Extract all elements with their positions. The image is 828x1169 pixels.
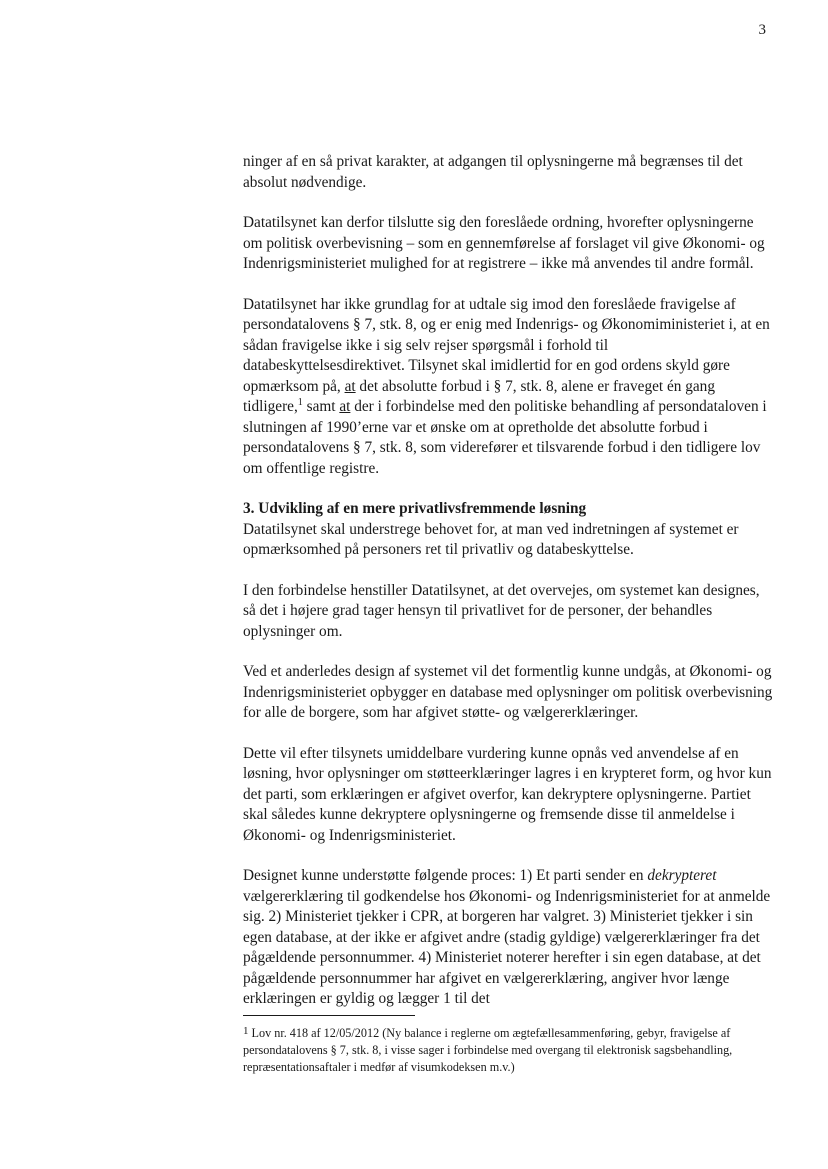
paragraph: ninger af en så privat karakter, at adgangen til oplysningerne må begrænses til det absolut nødvendige. bbox=[243, 153, 743, 191]
footnote-divider bbox=[243, 1015, 415, 1016]
section-heading: 3. Udvikling af en mere privatlivsfremmende løsning bbox=[243, 500, 587, 517]
footnote-number: 1 bbox=[243, 1025, 249, 1037]
text-segment: vælgererklæring til godkendelse hos Økonomi- og Indenrigsministeriet for at anmelde sig. 2) Ministeriet tjekker i CPR, at borgeren har valgret. 3) Ministeriet tjekker i sin egen database, at der ikke er afgivet andre (stadig gyldige) vælgererklæringer fra det pågældende personnummer. 4) Ministeriet noterer herefter i sin egen database, at det pågældende personnummer har afgivet en vælgererklæring, angiver hvor længe erklæringen er gyldig og lægger 1 til det bbox=[243, 887, 771, 1007]
paragraph bbox=[243, 295, 773, 480]
paragraph: Datatilsynet kan derfor tilslutte sig den foreslåede ordning, hvorefter oplysningerne om politisk overbevisning – som en gennemførelse af forslaget vil give Økonomi- og Indenrigsministeriet mulighed for at registrere – ikke må anvendes til andre formål. bbox=[243, 214, 765, 272]
text-segment: samt bbox=[302, 398, 340, 415]
footnote-text: Lov nr. 418 af 12/05/2012 (Ny balance i reglerne om ægtefællesammenføring, gebyr, fravigelse af persondatalovens § 7, stk. 8, i visse sager i forbindelse med overgang til elektronisk sagsbehandling, repræsentationsaftaler i medfør af visumkodeksen m.v.) bbox=[243, 1026, 733, 1074]
page-number: 3 bbox=[758, 22, 766, 38]
footnote bbox=[243, 1025, 773, 1076]
paragraph: Datatilsynet skal understrege behovet for, at man ved indretningen af systemet er opmærksomhed på personers ret til privatliv og databeskyttelse. bbox=[243, 520, 739, 558]
underlined-text: at bbox=[344, 377, 356, 395]
text-segment: det absolutte forbud i § 7, stk. 8, alene er fraveget én gang tidligere, bbox=[243, 377, 715, 415]
paragraph: Ved et anderledes design af systemet vil det formentlig kunne undgås, at Økonomi- og Indenrigsministeriet opbygger en database med oplysninger om politisk overbevisning for alle de borgere, som har afgivet støtte- og vælgererklæringer. bbox=[243, 663, 773, 721]
text-segment: Designet kunne understøtte følgende proces: 1) Et parti sender en bbox=[243, 867, 648, 884]
footnote-reference[interactable]: 1 bbox=[297, 397, 303, 408]
document-body bbox=[243, 152, 773, 1030]
paragraph: Dette vil efter tilsynets umiddelbare vurdering kunne opnås ved anvendelse af en løsning, hvor oplysninger om støtteerklæringer lagres i en krypteret form, og hvor kun det parti, som erklæringen er afgivet overfor, kan dekryptere oplysningerne. Partiet skal således kunne dekryptere oplysningerne og fremsende disse til anmeldelse i Økonomi- og Indenrigsministeriet. bbox=[243, 744, 772, 844]
paragraph bbox=[243, 866, 773, 1010]
text-segment: der i forbindelse med den politiske behandling af persondataloven i slutningen af 1990’erne var et ønske om at opretholde det absolutte forbud i persondatalovens § 7, stk. 8, som viderefører et tilsvarende forbud i den tidligere lov om offentlige registre. bbox=[243, 398, 767, 477]
text-segment: Datatilsynet har ikke grundlag for at udtale sig imod den foreslåede fravigelse af persondatalovens § 7, stk. 8, og er enig med Indenrigs- og Økonomiministeriet i, at en sådan fravigelse ikke i sig selv rejser spørgsmål i forhold til databeskyttelsesdirektivet. Tilsynet skal imidlertid for en god ordens skyld gøre opmærksom på, bbox=[243, 295, 770, 395]
paragraph: I den forbindelse henstiller Datatilsynet, at det overvejes, om systemet kan designes, så det i højere grad tager hensyn til privatlivet for de personer, der behandles oplysninger om. bbox=[243, 581, 760, 640]
underlined-text: at bbox=[339, 398, 351, 415]
italic-text: dekrypteret bbox=[647, 867, 717, 884]
